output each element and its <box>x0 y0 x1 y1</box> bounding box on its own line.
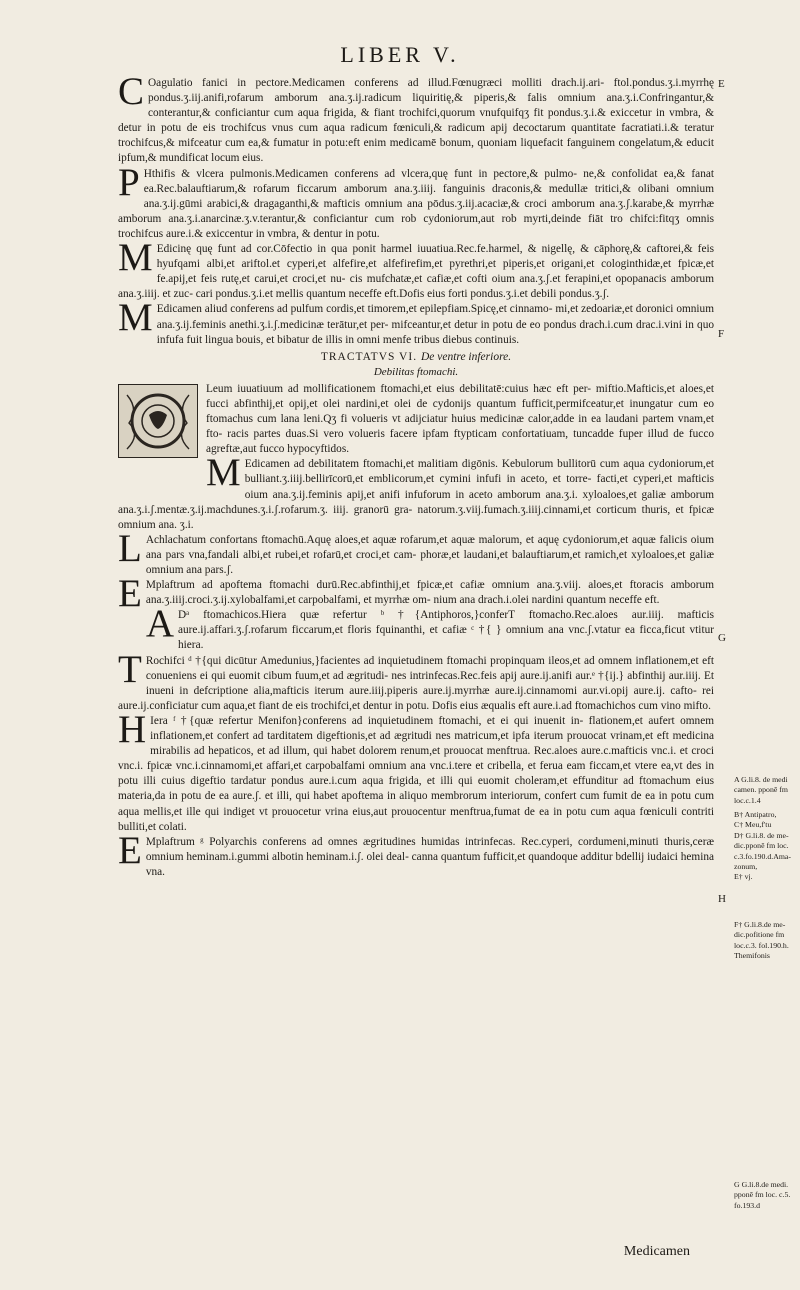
section-subtitle: Debilitas ftomachi. <box>373 365 459 378</box>
margin-letter: E <box>718 78 725 90</box>
drop-cap: T <box>118 647 142 691</box>
side-note-line: A G.li.8. de medi camen. pponē fm loc.c.1.4 <box>734 775 788 805</box>
paragraph-text: Edicinę quę funt ad cor.Cōfectio in qua ponit harmel iuuatiua.Rec.fe.harmel, & nigellę, & cāphorę,& caftorei,& feis hyufqami albi,et ariftol.et cyperi,et alfefire,et alfefirefim,et pyrethri,et piperis,et origani,et cologinthidæ,et fpicæ,et fe.apij,et feis rutę,et carui,et croci,et nu- cis mufchatæ,et cafiæ,et cofti oium ana.ʒ.ʃ.et ferapini,et opopanacis amborum ana.ʒ.iiij. et zuc- cari pondus.ʒ.i.et mellis quantum neceffe eft.Dofis eius forti pondus.ʒ.i.et debili pondus.ʒ.ʃ. <box>118 243 714 301</box>
drop-cap: C <box>118 70 145 113</box>
paragraph-text: Rochifci ᵈ †{qui dicūtur Amedunius,}facientes ad inquietudinem ftomachi propinquam ileos,et ad omnem inflationem,et eft conueniens ei qui euomit cibum fuum,et ad ægritudi- nes intrinfecas.Rec.feis apij aure.ij.anifi aur.ᵉ †{ij.} abfinthij aur.iiij. Et inueni in defcriptione alia,mafticis iterum aure.iiij.piperis aure.ij.myrrhæ aure.ij.cinnamomi aur.vi.opij aure.ij. cafto- rei aure.ij.conficiatur cum aqua,et fiant de eis trochifci,et dentur in potu. Dofis eius æqualis eft aure.i.ad ftomachichos cum vino mifto. <box>118 654 714 712</box>
paragraph-medicamen-aliud <box>118 296 714 347</box>
paragraph-hiera-2 <box>118 707 714 835</box>
side-note-bcde <box>734 810 796 883</box>
side-note-line: D† G.li.8. de me- dic.pponē fm loc. c.3.fo.190.d.Ama- zonum, <box>734 830 791 872</box>
margin-letter: F <box>718 328 725 340</box>
paragraph-debilitas <box>118 451 714 532</box>
tractatus-label: TRACTATVS VI. <box>320 350 418 363</box>
tractatus-title: De ventre inferiore. <box>420 350 512 363</box>
paragraph-text: Mplaftrum ad apoftema ftomachi durū.Rec.abfinthij,et fpicæ,et cafiæ omnium ana.ʒ.viij. aloes,et ftoracis amborum ana.ʒ.iiij.croci.ʒ.ij.xylobalfami,et carpobalfami, et myrrhæ om- nium ana drach.i.olei nardini quantum neceffe eft. <box>145 579 714 607</box>
paragraph-medicine-cor <box>118 236 714 302</box>
paragraph-trochisci <box>118 647 714 714</box>
margin-letter: G <box>718 632 726 644</box>
drop-cap: E <box>118 572 142 616</box>
side-note-line: F† G.li.8.de me- dic.pofitione fm loc.c.3. fol.190.h. Themifonis <box>734 920 789 961</box>
paragraph-emplastrum-2 <box>118 828 714 880</box>
paragraph-hiera-1 <box>118 602 714 653</box>
drop-cap: M <box>206 451 241 495</box>
paragraph-emplastrum-1 <box>118 572 714 616</box>
drop-cap: M <box>118 296 153 340</box>
margin-letter: H <box>718 893 726 905</box>
drop-cap: A <box>145 602 174 646</box>
drop-cap: P <box>118 160 140 204</box>
tractatus-heading <box>118 350 714 365</box>
paragraph-text: Leum iuuatiuum ad mollificationem ftomachi,et eius debilitatē:cuius hæc eft per- miftio.Mafticis,et aloes,et fucci abfinthij,et opij,et olei nardini,et olei de cydonijs quantum fufficit,permifceatur,et inungatur cum eo ftomachus cum lana leni.Qʒ fi volueris vt adijciatur huius medicinæ calor,adde in ea laudani partem vnam,et fto- racis partes duas.Si vero volueris facere ipfam ftypticam confortatiuam, tuncadde fuper illud de fucco agreftæ,aut fucco hypocyftidos. <box>206 382 714 456</box>
paragraph-text: Mplaftrum ᵍ Polyarchis conferens ad omnes ægritudines humidas intrinfecas. Rec.cyperi, cordumeni,minuti thuris,ceræ omnium heminam.i.gummi albotin heminam.i.ʃ. olei deal- canna quantum fufficit,et quandoque additur bdellij iudaici hemina vna. <box>145 835 714 878</box>
side-note-line: B† Antipatro, <box>734 810 777 819</box>
paragraph-text: Iera ᶠ †{quæ refertur Menifon}conferens ad inquietudinem ftomachi, et ei qui inuenit in- flationem,et aufert omnem inflationem,et confert ad tarditatem digeftionis,et ad ægritudi nes matricum,et ipfa iterum prouocat vrinam,et eft medicina mirabilis ad hepaticos, et ad illum, qui habet dolorem renum,et prouocat menftrua. Rec.aloes aure.c.mafticis vnc.i. et croci vnc.i. fpicæ vnc.i.cinnamomi,et affari,et carpobalfami omnium ana vnc.i.tere et cribella, et ferua eam ficcam,et vtere ea,vt des in potu illi cuius digeftio tardatur pondus aure.i.cum aqua frigida, et illi qui euomit choleram,et effunditur ad ftomachum eius materia,da in potu de ea aure.ʃ. et illi, qui habet apoftema in aliquo membrorum interiorum, confert cum fumit de ea in potu cum aqua mellis,et ille qui indiget vt prouocetur vrina eius,aut prouocentur menftrua,fumat de ea in potu cum aqua fœniculi contriti bulliti,et colati. <box>118 714 714 833</box>
side-note-f <box>734 920 796 962</box>
paragraph-text: Hthifis & vlcera pulmonis.Medicamen conferens ad vlcera,quę funt in pectore,& pulmo- ne,& confolidat ea,& fanat ea.Rec.balauftiarum,& rofarum ficcarum amborum ana.ʒ.iiij. fanguinis draconis,& medullæ tritici,& olibani omnium ana.ʒ.ij.gūmi arabici,& dragaganthi,& mafticis omnium ana pōdus.ʒ.iij.acaciæ,& croci amborum ana.ʒ.ʃ.karabe,& myrrhæ amborum ana.ʒ.i.anarcinæ.ʒ.v.terantur,& conficiantur cum rob cydoniorum,aut rob myrti,deinde fiāt tro chifci:fitqʒ omnis trochifcus aure.i.& exiccentur in vmbra, & dentur in potu. <box>118 167 714 240</box>
paragraph-text: Edicamen ad debilitatem ftomachi,et malitiam digōnis. Kebulorum bullitorū cum aqua cydoniorum,et bulliant.ʒ.iiij.bellirīcorū,et emblicorum,et cymini infufi in aceto, et torre- facti,et cyperi,et mafticis oium ana.ʒ.ij.feminis apij,et anifi infuforum in aceto amborum ana.ʒ.i. xyloaloes,et galiæ amborum ana.ʒ.i.ʃ.mentæ.ʒ.ij.machdunes.ʒ.i.ʃ.rofarum.ʒ. iiij. granorū gra- natorum.ʒ.viij.fumach.ʒ.iiij.cinnami,et corticum thuris, et fpicæ omnium ana. ʒ.i. <box>118 458 714 531</box>
paragraph-phthisis <box>118 160 714 242</box>
main-text-column <box>118 70 714 880</box>
paragraph-coagulatio <box>118 70 714 167</box>
drop-cap: E <box>118 828 142 872</box>
paragraph-oleum <box>118 382 714 457</box>
catchword: Medicamen <box>623 1244 690 1259</box>
drop-cap: H <box>118 707 147 751</box>
paragraph-text: Oagulatio fanici in pectore.Medicamen conferens ad illud.Fœnugræci molliti drach.ij.ari- ftol.pondus.ʒ.i.myrrhę pondus.ʒ.iij.anifi,rofarum amborum ana.ʒ.ij.radicum liquiritię,& piperis,& falis omnium ana.ʒ.i.Confringantur,& conterantur,& conficiantur cum aqua frigida, & fiant trochifci,quorum vnufquifqʒ fit pondus.ʒ.i.& exiccetur in vmbra, & detur in potu de eis trochifcus vnus cum aqua radicum fœniculi,& radicum apij decoctarum quantitate facratiati.i.& teratur trochifcus,& mifceatur cum ea,& fumatur in potu:eft enim medicamē bonum, quoniam liquefacit fanguinem congelatum,& educit ipfum,& mundificat locum eius. <box>118 77 714 165</box>
paragraph-text: Achlachatum confortans ftomachū.Aquę aloes,et aquæ rofarum,et aquæ malorum, et aquę cydoniorum,et aquæ falicis oium ana pars vna,fandali albi,et rubei,et rofarū,et croci,et cam- phoræ,et laudani,et balauftiarum,et ramich,et xyloaloes,et galiæ omnium ana pars.ʃ. <box>145 533 714 576</box>
page-header-title: LIBER V. <box>340 42 460 67</box>
side-note-g <box>734 1180 796 1211</box>
paragraph-text: Edicamen aliud conferens ad pulfum cordis,et timorem,et epilepfiam.Spicę,et cinnamo- mi,et zedoariæ,et doronici omnium ana.ʒ.ij.feminis anethi.ʒ.i.ʃ.medicinæ terātur,et per- mifceantur,et detur in potu de eo pondus drach.i.cum drac.i.vini in quo infufa fuit lingua bouis, et bibatur de illis in omni menfe tribus diebus continuis. <box>156 303 714 346</box>
ornamental-initial-icon <box>118 384 198 458</box>
side-note-line: C† Meu,f'tu <box>734 820 772 830</box>
paragraph-text: Dᵃ ftomachicos.Hiera quæ refertur ᵇ †{Antiphoros,}conferT ftomacho.Rec.aloes aur.iiij. mafticis aure.ij.affari.ʒ.ʃ.rofarum ficcarum,et floris fquinanthi, et cafiæ ᶜ †{ } omnium ana vnc.ʃ.vtatur ea ficca,ficut vtitur hiera. <box>178 609 714 652</box>
side-note-line: E† vj. <box>734 872 753 882</box>
drop-cap: L <box>118 526 142 570</box>
side-note-a <box>734 775 796 806</box>
drop-cap: M <box>118 236 153 280</box>
side-note-line: G G.li.8.de medi. pponē fm loc. c.5. fo.193.d <box>734 1180 791 1210</box>
paragraph-lachlachatum <box>118 526 714 578</box>
